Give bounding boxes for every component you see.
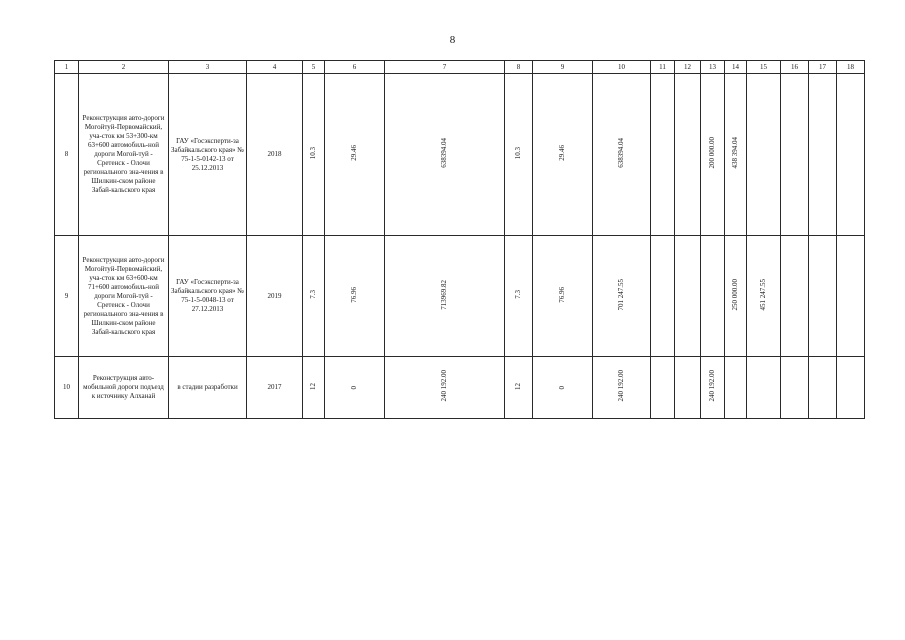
cell-c11	[651, 236, 675, 357]
cell-c12	[675, 357, 701, 419]
cell-c13	[701, 74, 725, 236]
value-c6: 76.96	[350, 286, 358, 303]
object-name: Реконструкция авто-мобильной дороги подъезд к источнику Алханай	[79, 357, 169, 419]
cell-c12	[675, 236, 701, 357]
cell-c14	[725, 236, 747, 357]
cell-c11	[651, 357, 675, 419]
cell-c10	[593, 357, 651, 419]
value-c9: 76.96	[558, 286, 566, 303]
cell-c14	[725, 357, 747, 419]
row-number: 10	[55, 357, 79, 419]
cell-c17	[809, 74, 837, 236]
cell-c15	[747, 74, 781, 236]
column-number-row	[55, 61, 865, 74]
cell-c15	[747, 357, 781, 419]
expertise-info: ГАУ «Госэксперти-за Забайкальского края» № 75-1-5-0142-13 от 25.12.2013	[169, 74, 247, 236]
col-header: 8	[505, 61, 533, 74]
cell-c8	[505, 236, 533, 357]
cell-c16	[781, 236, 809, 357]
value-c8: 12	[514, 382, 522, 390]
value-c9: 0	[558, 385, 566, 389]
value-c13: 240 192.00	[708, 370, 716, 402]
value-c7: 240 192.00	[440, 370, 448, 402]
col-header: 15	[747, 61, 781, 74]
cell-c14	[725, 74, 747, 236]
cell-c5	[303, 74, 325, 236]
expertise-info: ГАУ «Госэксперти-за Забайкальского края» № 75-1-5-0048-13 от 27.12.2013	[169, 236, 247, 357]
col-header: 6	[325, 61, 385, 74]
cell-c6	[325, 357, 385, 419]
cell-c7	[385, 74, 505, 236]
cell-c8	[505, 357, 533, 419]
col-header: 13	[701, 61, 725, 74]
col-header: 1	[55, 61, 79, 74]
col-header: 5	[303, 61, 325, 74]
value-c5: 10.3	[309, 146, 317, 160]
col-header: 10	[593, 61, 651, 74]
cell-c17	[809, 357, 837, 419]
object-name: Реконструкция авто-дороги Могойтуй-Первомайский, уча-сток км 53+300-км 63+600 автомобиль-ной дороги Могой-туй - Сретенск - Олочи регионального зна-чения в Шилкин-ском районе Забай-кальского края	[79, 74, 169, 236]
cell-c18	[837, 74, 865, 236]
row-number: 9	[55, 236, 79, 357]
cell-c18	[837, 236, 865, 357]
col-header: 7	[385, 61, 505, 74]
row-number: 8	[55, 74, 79, 236]
col-header: 14	[725, 61, 747, 74]
value-c15: 451 247.55	[759, 278, 767, 311]
value-c10: 240 192.00	[617, 370, 625, 402]
value-c5: 12	[309, 382, 317, 390]
cell-c5	[303, 236, 325, 357]
value-c8: 7.3	[514, 290, 522, 299]
value-c14: 250 000.00	[731, 278, 739, 311]
data-table	[54, 60, 865, 419]
col-header: 9	[533, 61, 593, 74]
value-c7: 713969.82	[440, 279, 448, 310]
cell-c17	[809, 236, 837, 357]
page-number: 8	[449, 34, 456, 46]
cell-c13	[701, 236, 725, 357]
value-c5: 7.3	[309, 290, 317, 299]
cell-c8	[505, 74, 533, 236]
year-cell: 2017	[247, 357, 303, 419]
expertise-info: в стадии разработки	[169, 357, 247, 419]
cell-c16	[781, 357, 809, 419]
value-c7: 638394.04	[440, 138, 448, 168]
cell-c9	[533, 236, 593, 357]
cell-c13	[701, 357, 725, 419]
col-header: 3	[169, 61, 247, 74]
value-c8: 10.3	[514, 146, 522, 160]
cell-c6	[325, 74, 385, 236]
value-c14: 438 394.04	[731, 137, 739, 169]
cell-c5	[303, 357, 325, 419]
value-c9: 29.46	[558, 145, 566, 161]
value-c10: 701 247.55	[617, 278, 625, 311]
col-header: 4	[247, 61, 303, 74]
cell-c10	[593, 236, 651, 357]
object-name: Реконструкция авто-дороги Могойтуй-Первомайский, уча-сток км 63+600-км 71+600 автомобиль-ной дороги Могой-туй - Сретенск - Олочи регионального зна-чения в Шилкин-ском районе Забай-кальского края	[79, 236, 169, 357]
col-header: 2	[79, 61, 169, 74]
value-c13: 200 000.00	[708, 137, 716, 169]
cell-c12	[675, 74, 701, 236]
col-header: 11	[651, 61, 675, 74]
table-row	[55, 74, 865, 236]
cell-c6	[325, 236, 385, 357]
table-row	[55, 236, 865, 357]
cell-c15	[747, 236, 781, 357]
year-cell: 2019	[247, 236, 303, 357]
cell-c11	[651, 74, 675, 236]
value-c6: 0	[350, 385, 358, 389]
cell-c7	[385, 357, 505, 419]
col-header: 18	[837, 61, 865, 74]
col-header: 16	[781, 61, 809, 74]
cell-c10	[593, 74, 651, 236]
table-row	[55, 357, 865, 419]
col-header: 17	[809, 61, 837, 74]
value-c10: 638394.04	[617, 138, 625, 168]
cell-c9	[533, 357, 593, 419]
cell-c9	[533, 74, 593, 236]
cell-c7	[385, 236, 505, 357]
value-c6: 29.46	[350, 145, 358, 161]
year-cell: 2018	[247, 74, 303, 236]
cell-c18	[837, 357, 865, 419]
col-header: 12	[675, 61, 701, 74]
cell-c16	[781, 74, 809, 236]
